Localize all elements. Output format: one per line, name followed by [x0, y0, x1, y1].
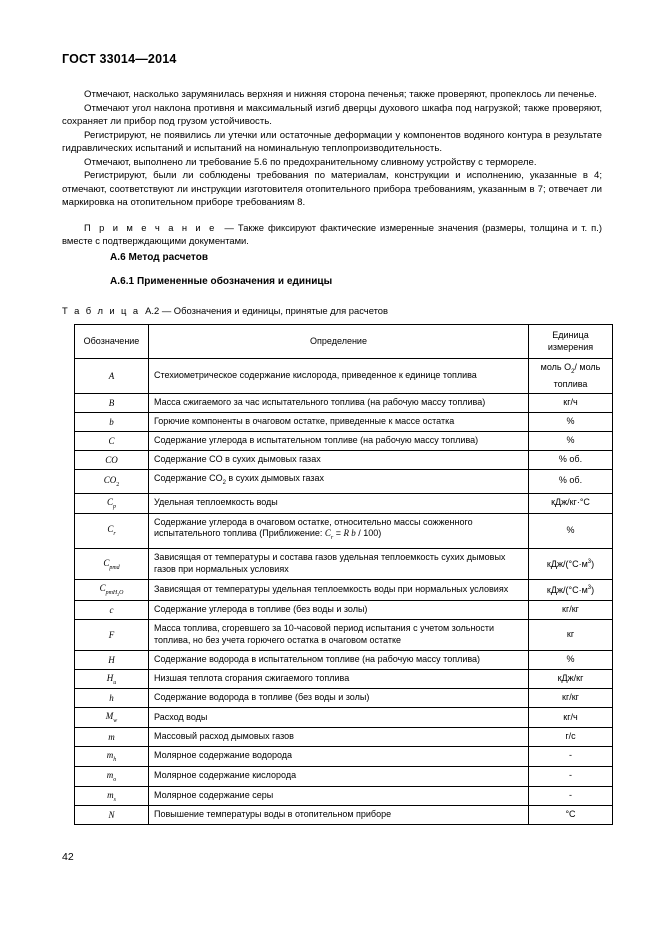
cell-symbol: H [75, 650, 149, 669]
cell-symbol: B [75, 394, 149, 413]
cell-unit: г/с [529, 728, 613, 747]
cell-symbol: $m_o$ [75, 766, 149, 786]
note-text: — Также фиксируют фактические измеренные значения (размеры, толщина и т. п.) вместе с подтверждающими документами. [62, 221, 602, 247]
cell-symbol: C [75, 432, 149, 451]
paragraph: Отмечают, выполнено ли требование 5.6 по предохранительному сливному устройству с термореле. [84, 156, 537, 168]
cell-definition: Расход воды [149, 708, 529, 728]
cell-unit: - [529, 746, 613, 766]
cell-symbol: $C_r$ [75, 513, 149, 549]
cell-definition: Зависящая от температуры и состава газов удельная теплоемкость сухих дымовых газов при нормальных условиях [149, 549, 529, 580]
body-text-block [62, 88, 602, 248]
cell-definition: Содержание $CO_2$ в сухих дымовых газах [149, 470, 529, 494]
cell-unit: кДж/кг·°С [529, 493, 613, 513]
cell-symbol: CO [75, 451, 149, 470]
paragraph: Отмечают, насколько зарумянилась верхняя и нижняя сторона печенья; также проверяют, пропеклось ли печенье. [84, 89, 597, 100]
cell-symbol: b [75, 413, 149, 432]
table-row [75, 413, 613, 432]
section-heading-a61: А.6.1 Примененные обозначения и единицы [110, 276, 333, 287]
cell-unit: % об. [529, 470, 613, 494]
cell-definition: Молярное содержание кислорода [149, 766, 529, 786]
cell-symbol: $C_p$ [75, 493, 149, 513]
cell-symbol: $m_h$ [75, 746, 149, 766]
table-row [75, 650, 613, 669]
cell-definition: Стехиометрическое содержание кислорода, приведенное к единице топлива [149, 359, 529, 394]
table-row [75, 689, 613, 708]
cell-definition: Содержание водорода в испытательном топливе (на рабочую массу топлива) [149, 650, 529, 669]
table-row [75, 470, 613, 494]
cell-unit: кДж/$(^\circ С\cdot м^3)$ [529, 549, 613, 580]
table-row [75, 359, 613, 394]
cell-unit: - [529, 766, 613, 786]
table-caption [62, 305, 388, 316]
cell-definition: Содержание водорода в топливе (без воды и золы) [149, 689, 529, 708]
table-header-row [75, 325, 613, 359]
column-header-symbol: Обозначение [75, 325, 149, 359]
cell-symbol: h [75, 689, 149, 708]
cell-definition: Масса топлива, сгоревшего за 10-часовой период испытания с учетом зольности топлива, но без учета горючего остатка в очаговом остатке [149, 619, 529, 650]
cell-definition: Повышение температуры воды в отопительном приборе [149, 806, 529, 825]
paragraph: Регистрируют, были ли соблюдены требования по материалам, конструкции и исполнению, указанные в 4; отмечают, соответствуют ли инструкции изготовителя отопительного прибора требованиям, указанным в 7; отвечает ли маркировка на отопительном приборе требованиям 8. [62, 170, 602, 209]
cell-definition: Содержание углерода в очаговом остатке, относительно массы сожженного испытательного топлива (Приближение: $C_r = R$ b / 100) [149, 513, 529, 549]
symbols-units-table [74, 324, 613, 825]
cell-definition: Низшая теплота сгорания сжигаемого топлива [149, 669, 529, 689]
cell-unit: °С [529, 806, 613, 825]
cell-definition: Зависящая от температуры удельная теплоемкость воды при нормальных условиях [149, 579, 529, 600]
cell-unit: % [529, 650, 613, 669]
paragraph: Отмечают угол наклона противня и максимальный изгиб дверцы духового шкафа под нагрузкой; также проверяют, сохраняет ли прибор под грузом устойчивость. [62, 102, 602, 128]
table-row [75, 766, 613, 786]
cell-definition: Молярное содержание водорода [149, 746, 529, 766]
table-row [75, 806, 613, 825]
cell-unit: кДж/$(^\circ С\cdot м^3)$ [529, 579, 613, 600]
cell-unit: кг/ч [529, 708, 613, 728]
cell-unit: кДж/кг [529, 669, 613, 689]
table-row [75, 600, 613, 619]
column-header-definition: Определение [149, 325, 529, 359]
table-row [75, 708, 613, 728]
table-row [75, 493, 613, 513]
cell-symbol: $CO_2$ [75, 470, 149, 494]
table-caption-label: Т а б л и ц а [62, 305, 140, 316]
table-row [75, 619, 613, 650]
table-row [75, 579, 613, 600]
cell-symbol: $M_w$ [75, 708, 149, 728]
section-heading-a6: А.6 Метод расчетов [110, 252, 209, 263]
cell-definition: Содержание CO в сухих дымовых газах [149, 451, 529, 470]
table-row [75, 549, 613, 580]
cell-unit: % [529, 413, 613, 432]
table-caption-text: А.2 — Обозначения и единицы, принятые для расчетов [145, 305, 388, 316]
note-paragraph [62, 221, 602, 248]
cell-unit: моль $O_2/$ моль топлива [529, 359, 613, 394]
cell-symbol: m [75, 728, 149, 747]
cell-definition: Содержание углерода в топливе (без воды и золы) [149, 600, 529, 619]
cell-definition: Молярное содержание серы [149, 786, 529, 806]
cell-symbol: A [75, 359, 149, 394]
cell-symbol: $H_u$ [75, 669, 149, 689]
table-row [75, 669, 613, 689]
table-row [75, 394, 613, 413]
cell-symbol: c [75, 600, 149, 619]
cell-unit: кг/кг [529, 689, 613, 708]
table-body [75, 359, 613, 825]
cell-unit: % [529, 513, 613, 549]
table-row [75, 786, 613, 806]
document-header: ГОСТ 33014—2014 [62, 52, 177, 66]
paragraph: Регистрируют, не появились ли утечки или остаточные деформации у компонентов водяного контура в результате гидравлических испытаний и испытаний на номинальную теплопроизводительность. [62, 129, 602, 155]
cell-definition: Удельная теплоемкость воды [149, 493, 529, 513]
column-header-unit: Единица измерения [529, 325, 613, 359]
cell-definition: Содержание углерода в испытательном топливе (на рабочую массу топлива) [149, 432, 529, 451]
cell-symbol: $C_{pmd}$ [75, 549, 149, 580]
cell-definition: Масса сжигаемого за час испытательного топлива (на рабочую массу топлива) [149, 394, 529, 413]
cell-symbol: N [75, 806, 149, 825]
cell-unit: кг/ч [529, 394, 613, 413]
note-label: П р и м е ч а н и е [84, 221, 217, 233]
page-number: 42 [62, 851, 74, 863]
table-row [75, 728, 613, 747]
cell-unit: кг/кг [529, 600, 613, 619]
cell-definition: Массовый расход дымовых газов [149, 728, 529, 747]
cell-symbol: $m_s$ [75, 786, 149, 806]
table-row [75, 513, 613, 549]
cell-definition: Горючие компоненты в очаговом остатке, приведенные к массе остатка [149, 413, 529, 432]
table-row [75, 451, 613, 470]
cell-unit: % [529, 432, 613, 451]
table-row [75, 432, 613, 451]
cell-unit: кг [529, 619, 613, 650]
cell-unit: - [529, 786, 613, 806]
cell-symbol: F [75, 619, 149, 650]
table-row [75, 746, 613, 766]
cell-unit: % об. [529, 451, 613, 470]
cell-symbol: $C_{pmH_2O}$ [75, 579, 149, 600]
